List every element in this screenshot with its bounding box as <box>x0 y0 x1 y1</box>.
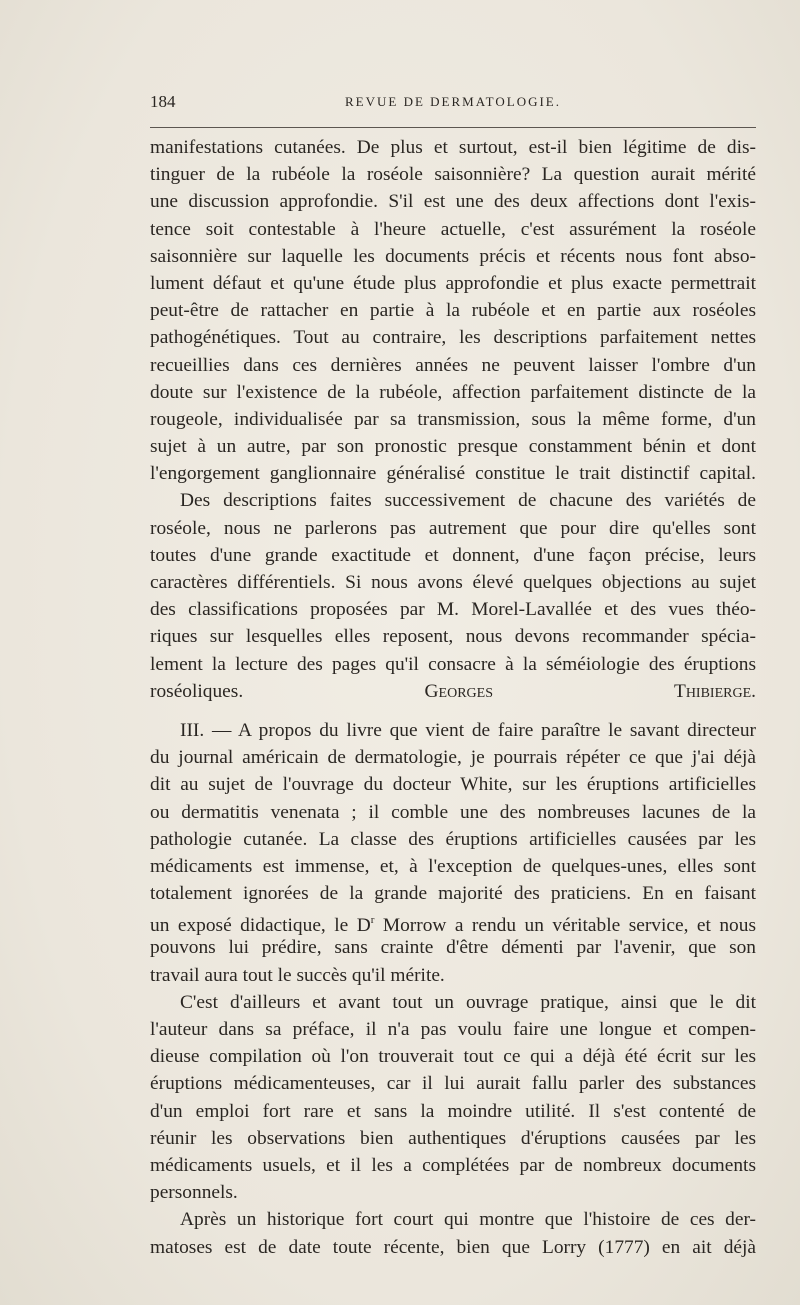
text-line: Des descriptions faites successivement de chacune des variétés de <box>180 490 756 512</box>
paragraph-descriptions <box>150 487 756 705</box>
text-line: rougeole, individualisée par sa transmission, sous la même forme, d'un <box>150 408 756 430</box>
text-line: toutes d'une grande exactitude et donnent, d'une façon précise, leurs <box>150 544 756 566</box>
text-line: tinguer de la rubéole la roséole saisonnière? La question aurait mérité <box>150 164 756 186</box>
text-line: recueillies dans ces dernières années ne peuvent laisser l'ombre d'un <box>150 354 756 376</box>
text-line: doute sur l'existence de la rubéole, affection parfaitement distincte de la <box>150 381 756 403</box>
text-line: réunir les observations bien authentiques d'éruptions causées par les <box>150 1127 756 1149</box>
text-line: médicaments usuels, et il les a complétées par de nombreux documents <box>150 1154 756 1176</box>
text-line: tence soit contestable à l'heure actuelle, c'est assurément la roséole <box>150 218 756 240</box>
text-line: matoses est de date toute récente, bien que Lorry (1777) en ait déjà <box>150 1236 756 1258</box>
page-header <box>150 92 756 114</box>
text-line <box>150 907 756 937</box>
text-line: riques sur lesquelles elles reposent, nous devons recommander spécia- <box>150 626 756 648</box>
text-line: saisonnière sur laquelle les documents précis et récents nous font abso- <box>150 245 756 267</box>
text-line: Après un historique fort court qui montre que l'histoire de ces der- <box>180 1209 756 1231</box>
text-fragment: un exposé didactique, le D <box>150 915 371 937</box>
text-line: dit au sujet de l'ouvrage du docteur White, sur les éruptions artificielles <box>150 774 756 796</box>
paragraph-practical <box>150 989 756 1207</box>
section-gap <box>150 705 756 717</box>
text-line: d'un emploi fort rare et sans la moindre utilité. Il s'est contenté de <box>150 1100 756 1122</box>
text-line: lement la lecture des pages qu'il consacre à la séméiologie des éruptions <box>150 653 756 675</box>
text-line: sujet à un autre, par son pronostic presque constamment bénin et dont <box>150 436 756 458</box>
author-signature: Georges Thibierge. <box>424 680 756 702</box>
text-line: médicaments est immense, et, à l'exception de quelques-unes, elles sont <box>150 855 756 877</box>
text-fragment: Morrow a rendu un véritable service, et nous <box>374 915 756 937</box>
text-line: l'auteur dans sa préface, il n'a pas voulu faire une longue et compen- <box>150 1019 756 1040</box>
text-line: peut-être de rattacher en partie à la rubéole et en partie aux roséoles <box>150 300 756 322</box>
text-line: C'est d'ailleurs et avant tout un ouvrage pratique, ainsi que le dit <box>180 991 756 1013</box>
text-line: une discussion approfondie. S'il est une des deux affections dont l'exis- <box>150 191 756 213</box>
paragraph-section-three <box>150 717 756 989</box>
text-line: l'engorgement ganglionnaire généralisé constitue le trait distinctif capital. <box>150 463 756 485</box>
text-line: éruptions médicamenteuses, car il lui aurait fallu parler des substances <box>150 1073 756 1095</box>
text-line: roséole, nous ne parlerons pas autrement que pour dire qu'elles sont <box>150 517 756 539</box>
header-rule <box>150 127 756 128</box>
text-line: roséoliques. <box>150 680 244 702</box>
text-line: personnels. <box>150 1182 238 1204</box>
superscript: r <box>370 914 375 927</box>
text-line: lument défaut et qu'une étude plus approfondie et plus exacte permettrait <box>150 272 756 294</box>
text-line: travail aura tout le succès qu'il mérite. <box>150 964 445 986</box>
text-line: du journal américain de dermatologie, je pourrais répéter ce que j'ai déjà <box>150 747 756 769</box>
text-line: pouvons lui prédire, sans crainte d'être démenti par l'avenir, que son <box>150 937 756 959</box>
text-line: III. — A propos du livre que vient de faire paraître le savant directeur <box>180 719 756 741</box>
paragraph-continuation <box>150 134 756 487</box>
text-line-with-signature <box>150 678 756 705</box>
text-line: dieuse compilation où l'on trouverait tout ce qui a déjà été écrit sur les <box>150 1046 756 1068</box>
running-title: REVUE DE DERMATOLOGIE. <box>345 94 561 109</box>
page-number: 184 <box>150 92 176 111</box>
paragraph-history <box>150 1206 756 1260</box>
text-line: pathologie cutanée. La classe des éruptions artificielles causées par les <box>150 828 756 850</box>
text-line: totalement ignorées de la grande majorité des praticiens. En en faisant <box>150 883 756 905</box>
text-line: ou dermatitis venenata ; il comble une des nombreuses lacunes de la <box>150 801 756 823</box>
text-line: manifestations cutanées. De plus et surtout, est-il bien légitime de dis- <box>150 137 756 158</box>
body-text <box>150 134 756 1261</box>
text-line: pathogénétiques. Tout au contraire, les descriptions parfaitement nettes <box>150 327 756 349</box>
text-line: caractères différentiels. Si nous avons élevé quelques objections au sujet <box>150 572 756 593</box>
text-line: des classifications proposées par M. Morel-Lavallée et des vues théo- <box>150 599 756 621</box>
